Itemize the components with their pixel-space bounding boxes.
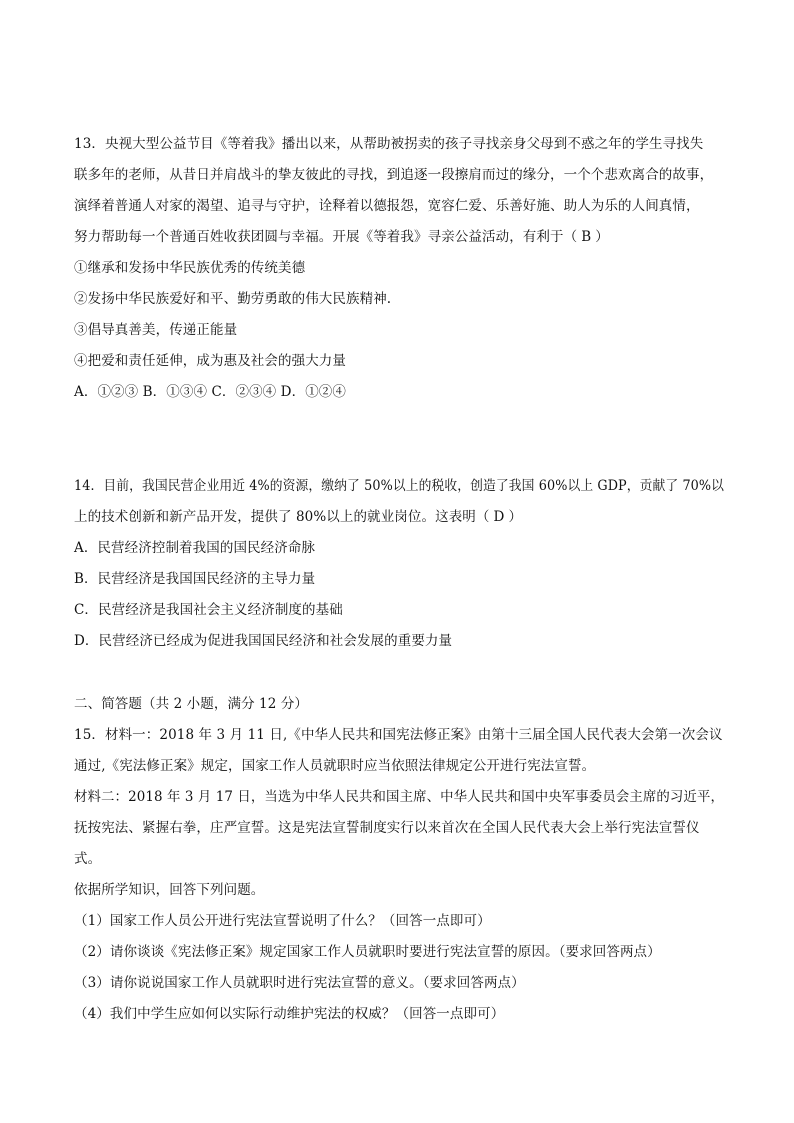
q13-stem-line-1: 13．央视大型公益节目《等着我》播出以来，从帮助被拐卖的孩子寻找亲身父母到不惑之年的学生寻找失 xyxy=(74,136,704,152)
q14-option-a: A．民营经济控制着我国的国民经济命脉 xyxy=(74,540,316,556)
q14-answer: D xyxy=(493,509,505,525)
q15-material-1-line-1: 15．材料一：2018 年 3 月 11 日,《中华人民共和国宪法修正案》由第十三届全国人民代表大会第一次会议 xyxy=(74,727,723,743)
q15-subquestion-2: （2）请你谈谈《宪法修正案》规定国家工作人员就职时要进行宪法宣誓的原因。（要求回答两点） xyxy=(74,944,661,960)
q13-item-1: ①继承和发扬中华民族优秀的传统美德 xyxy=(74,260,306,276)
q14-stem-close-paren: ） xyxy=(508,509,523,525)
q15-material-2-line-1: 材料二：2018 年 3 月 17 日，当选为中华人民共和国主席、中华人民共和国中央军事委员会主席的习近平， xyxy=(74,789,724,805)
q13-item-4: ④把爱和责任延伸，成为惠及社会的强大力量 xyxy=(74,353,346,369)
q15-subquestion-1: （1）国家工作人员公开进行宪法宣誓说明了什么？（回答一点即可） xyxy=(74,913,491,929)
q14-stem-line-1: 14．目前，我国民营企业用近 4%的资源，缴纳了 50%以上的税收，创造了我国 60%以上 GDP，贡献了 70%以 xyxy=(74,478,725,494)
q13-stem-close-paren: ） xyxy=(595,229,609,245)
q15-material-2-line-3: 式。 xyxy=(74,851,102,867)
q13-item-3: ③倡导真善美，传递正能量 xyxy=(74,322,238,338)
q13-answer: B xyxy=(581,229,592,245)
q14-stem-line-2-text: 上的技术创新和新产品开发，提供了 80%以上的就业岗位。这表明（ xyxy=(74,509,490,525)
q14-stem-line-2 xyxy=(74,507,522,527)
q15-instruction: 依据所学知识，回答下列问题。 xyxy=(74,882,265,898)
q14-option-c: C．民营经济是我国社会主义经济制度的基础 xyxy=(74,602,343,618)
q13-options: A．①②③ B．①③④ C．②③④ D．①②④ xyxy=(74,384,346,400)
q13-stem-line-3: 演绎着普通人对家的渴望、追寻与守护，诠释着以德报怨，宽容仁爱、乐善好施、助人为乐的人间真情， xyxy=(74,198,700,214)
q14-option-b: B．民营经济是我国国民经济的主导力量 xyxy=(74,571,316,587)
q13-item-2: ②发扬中华民族爱好和平、勤劳勇敢的伟大民族精神. xyxy=(74,291,392,307)
q14-option-d: D．民营经济已经成为促进我国国民经济和社会发展的重要力量 xyxy=(74,633,453,649)
q13-stem-line-4 xyxy=(74,227,609,247)
q13-stem-line-4-text: 努力帮助每一个普通百姓收获团圆与幸福。开展《等着我》寻亲公益活动，有利于（ xyxy=(74,229,578,245)
q15-material-1-line-2: 通过,《宪法修正案》规定，国家工作人员就职时应当依照法律规定公开进行宪法宣誓。 xyxy=(74,758,596,774)
q15-subquestion-3: （3）请你说说国家工作人员就职时进行宪法宣誓的意义。（要求回答两点） xyxy=(74,975,525,991)
q15-subquestion-4: （4）我们中学生应如何以实际行动维护宪法的权威？（回答一点即可） xyxy=(74,1006,505,1022)
q13-stem-line-2: 联多年的老师，从昔日并肩战斗的挚友彼此的寻找，到追逐一段擦肩而过的缘分，一个个悲欢离合的故事， xyxy=(74,167,714,183)
section-2-heading: 二、简答题（共 2 小题，满分 12 分） xyxy=(74,696,309,712)
q15-material-2-line-2: 抚按宪法、紧握右拳，庄严宣誓。这是宪法宣誓制度实行以来首次在全国人民代表大会上举行宪法宣誓仪 xyxy=(74,820,700,836)
